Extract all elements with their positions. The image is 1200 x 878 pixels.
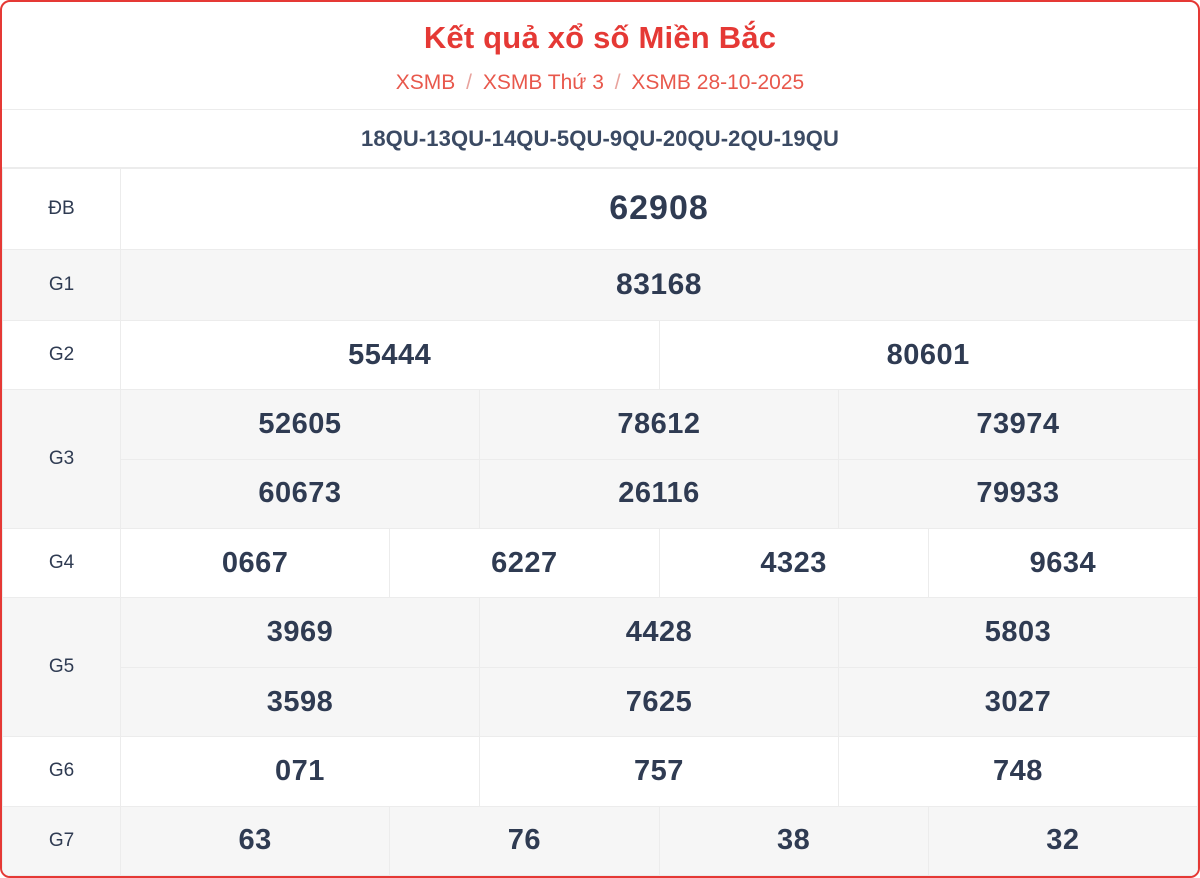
prize-number-g7-4: 32 [928, 806, 1197, 875]
table-row [3, 598, 1198, 667]
prize-number-g7-2: 76 [390, 806, 659, 875]
prize-number-g4-3: 4323 [659, 529, 928, 598]
table-row [3, 806, 1198, 875]
prize-number-g5-5: 7625 [480, 667, 839, 736]
prize-number-g7-3: 38 [659, 806, 928, 875]
table-row [3, 168, 1198, 249]
prize-label-g2: G2 [3, 321, 121, 390]
prize-label-g5: G5 [3, 598, 121, 737]
prize-label-g4: G4 [3, 529, 121, 598]
prize-number-g5-4: 3598 [121, 667, 480, 736]
prize-number-g6-3: 748 [839, 737, 1198, 806]
prize-label-db: ĐB [3, 168, 121, 249]
prize-number-g4-4: 9634 [928, 529, 1197, 598]
prize-number-g5-6: 3027 [839, 667, 1198, 736]
breadcrumb [22, 70, 1178, 95]
prize-number-g6-1: 071 [121, 737, 480, 806]
prize-number-g5-1: 3969 [121, 598, 480, 667]
table-row [3, 529, 1198, 598]
table-row [3, 459, 1198, 528]
table-row [3, 737, 1198, 806]
prize-table-wrapper [2, 168, 1198, 876]
prize-number-g1-1: 83168 [121, 249, 1198, 320]
table-row [3, 390, 1198, 459]
prize-number-g3-4: 60673 [121, 459, 480, 528]
prize-number-g6-2: 757 [480, 737, 839, 806]
prize-number-g3-2: 78612 [480, 390, 839, 459]
prize-label-g6: G6 [3, 737, 121, 806]
table-row [3, 249, 1198, 320]
prize-table [2, 168, 1198, 876]
page-title: Kết quả xổ số Miền Bắc [423, 20, 777, 55]
breadcrumb-item-weekday[interactable]: XSMB Thứ 3 [482, 70, 604, 94]
prize-number-g3-6: 79933 [839, 459, 1198, 528]
loto-codes-row [2, 110, 1198, 168]
breadcrumb-item-date[interactable]: XSMB 28-10-2025 [631, 70, 805, 94]
prize-number-g5-2: 4428 [480, 598, 839, 667]
prize-label-g7: G7 [3, 806, 121, 875]
prize-number-g3-5: 26116 [480, 459, 839, 528]
breadcrumb-item-xsmb[interactable]: XSMB [395, 70, 456, 94]
prize-number-g4-2: 6227 [390, 529, 659, 598]
breadcrumb-separator: / [466, 70, 472, 94]
prize-number-db-1: 62908 [121, 168, 1198, 249]
breadcrumb-separator: / [614, 70, 621, 94]
card-header [2, 2, 1198, 110]
prize-number-g2-2: 80601 [659, 321, 1198, 390]
prize-number-g5-3: 5803 [839, 598, 1198, 667]
prize-label-g3: G3 [3, 390, 121, 529]
prize-number-g3-1: 52605 [121, 390, 480, 459]
table-row [3, 321, 1198, 390]
prize-number-g2-1: 55444 [121, 321, 660, 390]
prize-label-g1: G1 [3, 249, 121, 320]
prize-number-g4-1: 0667 [121, 529, 390, 598]
loto-codes-text: 18QU-13QU-14QU-5QU-9QU-20QU-2QU-19QU [361, 125, 839, 151]
prize-number-g3-3: 73974 [839, 390, 1198, 459]
table-row [3, 667, 1198, 736]
prize-number-g7-1: 63 [121, 806, 390, 875]
